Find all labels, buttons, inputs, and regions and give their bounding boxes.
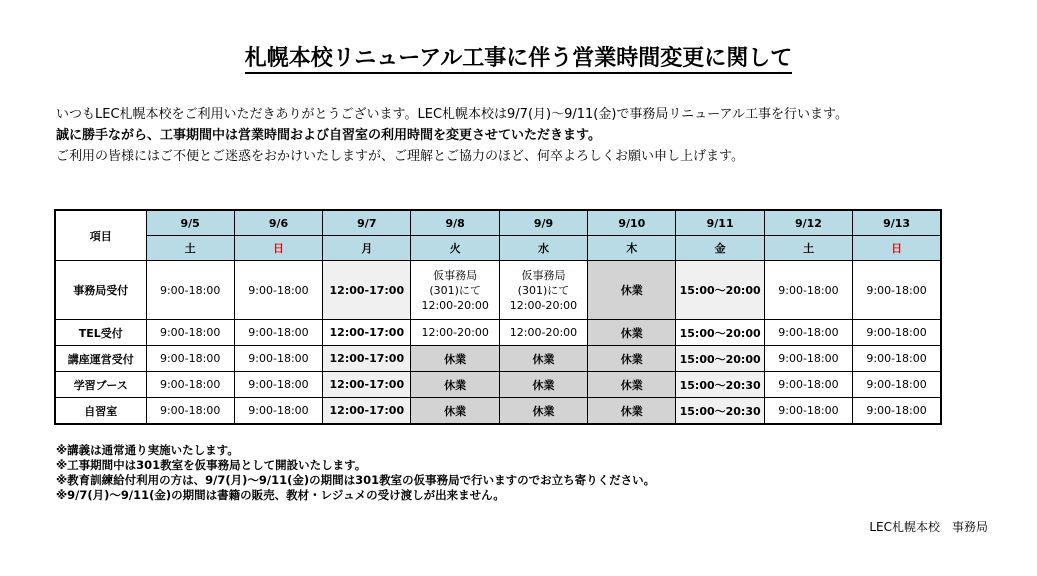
- note-line: ※教育訓練給付利用の方は、9/7(月)～9/11(金)の期間は301教室の仮事務局で行いますのでお立ち寄りください。: [56, 473, 656, 487]
- row-label: 学習ブース: [55, 372, 146, 398]
- table-cell: 9:00-18:00: [234, 261, 322, 320]
- date-cell: 9/5: [146, 210, 234, 236]
- table-cell: 12:00-20:00: [411, 320, 499, 346]
- table-cell: 9:00-18:00: [853, 398, 941, 425]
- table-row: [55, 398, 941, 425]
- date-cell: 9/7: [323, 210, 411, 236]
- note-line: ※9/7(月)～9/11(金)の期間は書籍の販売、教材・レジュメの受け渡しが出来ません。: [56, 488, 505, 502]
- item-header: 項目: [55, 210, 146, 261]
- table-cell: 仮事務局 (301)にて 12:00-20:00: [499, 261, 587, 320]
- table-cell: 15:00～20:00: [676, 346, 764, 372]
- table-cell: 9:00-18:00: [146, 372, 234, 398]
- page-title: 札幌本校リニューアル工事に伴う営業時間変更に関して: [0, 44, 1037, 74]
- table-cell: 9:00-18:00: [764, 320, 852, 346]
- table-cell: 15:00～20:30: [676, 372, 764, 398]
- table-cell: 休業: [499, 398, 587, 425]
- table-cell: 9:00-18:00: [853, 320, 941, 346]
- intro-text: [56, 104, 848, 167]
- date-cell: 9/8: [411, 210, 499, 236]
- table-cell: 休業: [499, 346, 587, 372]
- date-cell: 9/11: [676, 210, 764, 236]
- weekday-cell: 土: [146, 236, 234, 261]
- notes: [56, 443, 655, 503]
- table-cell: 9:00-18:00: [764, 261, 852, 320]
- table-cell: 9:00-18:00: [234, 320, 322, 346]
- schedule-table: [54, 209, 942, 425]
- table-cell: 休業: [499, 372, 587, 398]
- table-cell: 9:00-18:00: [146, 398, 234, 425]
- date-cell: 9/10: [588, 210, 676, 236]
- weekday-cell: 火: [411, 236, 499, 261]
- weekday-cell: 木: [588, 236, 676, 261]
- table-cell: 9:00-18:00: [853, 372, 941, 398]
- table-row: [55, 261, 941, 320]
- table-cell: 9:00-18:00: [764, 346, 852, 372]
- table-cell: 9:00-18:00: [853, 261, 941, 320]
- table-row: [55, 320, 941, 346]
- table-cell: 休業: [411, 372, 499, 398]
- date-cell: 9/12: [764, 210, 852, 236]
- table-cell: 12:00-17:00: [323, 261, 411, 320]
- table-cell: 9:00-18:00: [234, 372, 322, 398]
- table-cell: 15:00～20:00: [676, 261, 764, 320]
- note-line: ※講義は通常通り実施いたします。: [56, 443, 239, 457]
- date-row: [55, 210, 941, 236]
- table-row: [55, 346, 941, 372]
- table-cell: 9:00-18:00: [146, 320, 234, 346]
- weekday-cell-sunday: 日: [853, 236, 941, 261]
- table-cell: 15:00～20:00: [676, 320, 764, 346]
- weekday-row: [55, 236, 941, 261]
- weekday-cell-sunday: 日: [234, 236, 322, 261]
- intro-line-2: 誠に勝手ながら、工事期間中は営業時間および自習室の利用時間を変更させていただきます。: [56, 128, 601, 143]
- table-cell: 15:00～20:30: [676, 398, 764, 425]
- table-cell: 9:00-18:00: [234, 346, 322, 372]
- table-cell: 休業: [588, 346, 676, 372]
- signature: LEC札幌本校 事務局: [869, 520, 988, 534]
- table-cell: 12:00-17:00: [323, 398, 411, 425]
- note-line: ※工事期間中は301教室を仮事務局として開設いたします。: [56, 458, 367, 472]
- row-label: 自習室: [55, 398, 146, 425]
- table-cell: 12:00-20:00: [499, 320, 587, 346]
- row-label: 事務局受付: [55, 261, 146, 320]
- weekday-cell: 金: [676, 236, 764, 261]
- date-cell: 9/9: [499, 210, 587, 236]
- table-cell: 9:00-18:00: [146, 261, 234, 320]
- table-cell: 9:00-18:00: [146, 346, 234, 372]
- table-cell: 9:00-18:00: [764, 398, 852, 425]
- table-row: [55, 372, 941, 398]
- table-cell: 仮事務局 (301)にて 12:00-20:00: [411, 261, 499, 320]
- table-cell: 12:00-17:00: [323, 372, 411, 398]
- weekday-cell: 月: [323, 236, 411, 261]
- table-cell: 12:00-17:00: [323, 320, 411, 346]
- intro-line-3: ご利用の皆様にはご不便とご迷惑をおかけいたしますが、ご理解とご協力のほど、何卒よろしくお願い申し上げます。: [56, 149, 744, 164]
- table-cell: 9:00-18:00: [234, 398, 322, 425]
- table-cell: 9:00-18:00: [764, 372, 852, 398]
- row-label: 講座運営受付: [55, 346, 146, 372]
- weekday-cell: 土: [764, 236, 852, 261]
- table-cell: 休業: [411, 398, 499, 425]
- table-cell: 休業: [588, 320, 676, 346]
- weekday-cell: 水: [499, 236, 587, 261]
- table-cell: 休業: [588, 261, 676, 320]
- intro-line-1: いつもLEC札幌本校をご利用いただきありがとうございます。LEC札幌本校は9/7(月)～9/11(金)で事務局リニューアル工事を行います。: [56, 107, 848, 122]
- date-cell: 9/6: [234, 210, 322, 236]
- table-cell: 休業: [588, 398, 676, 425]
- table-cell: 9:00-18:00: [853, 346, 941, 372]
- table-cell: 休業: [588, 372, 676, 398]
- row-label: TEL受付: [55, 320, 146, 346]
- table-cell: 休業: [411, 346, 499, 372]
- date-cell: 9/13: [853, 210, 941, 236]
- table-cell: 12:00-17:00: [323, 346, 411, 372]
